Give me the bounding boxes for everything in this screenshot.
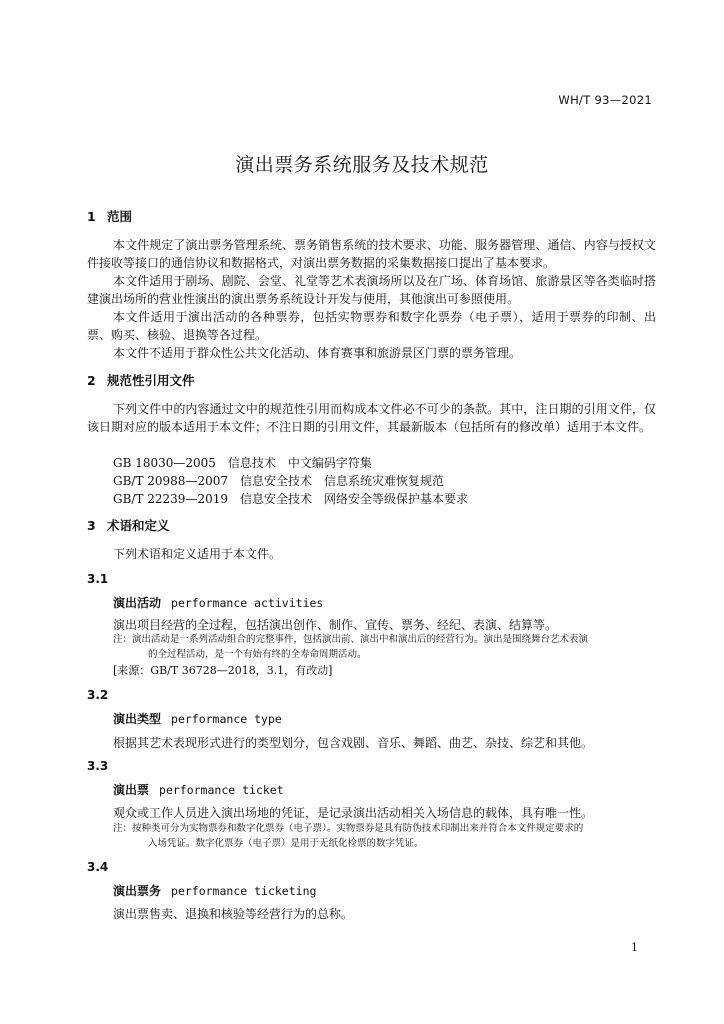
term-english: performance ticketing	[171, 884, 317, 898]
term-number: 3.4	[87, 860, 109, 874]
standard-code: WH/T 93—2021	[558, 93, 652, 107]
term-english: performance type	[171, 712, 282, 726]
section-number: 1	[87, 209, 96, 224]
references-paragraph: 下列文件中的内容通过文中的规范性引用而构成本文件必不可少的条款。其中，注日期的引用文件，仅该日期对应的版本适用于本文件；不注日期的引用文件，其最新版本（包括所有的修改单）适用于本文件。	[87, 402, 656, 435]
reference-item: GB 18030—2005 信息技术 中文编码字符集	[113, 456, 372, 470]
section-title: 规范性引用文件	[107, 373, 195, 388]
scope-paragraph-1: 本文件规定了演出票务管理系统、票务销售系统的技术要求、功能、服务器管理、通信、内容与授权文件接收等接口的通信协议和数据格式，对演出票务数据的采集数据接口提出了基本要求。	[87, 238, 656, 271]
term-definition: 根据其艺术表现形式进行的类型划分，包含戏剧、音乐、舞蹈、曲艺、杂技、综艺和其他。	[113, 736, 594, 750]
term-english: performance ticket	[159, 783, 284, 797]
note-text: 按种类可分为实物票券和数字化票券（电子票）。实物票券是具有防伪技术印制出来并符合本文件规定要求的	[132, 823, 584, 834]
term-heading	[113, 781, 284, 798]
term-definition: 演出票售卖、退换和核验等经营行为的总称。	[113, 907, 354, 921]
section-heading-terms	[87, 516, 170, 534]
note-text: 演出活动是一系列活动组合的完整事件，包括演出前、演出中和演出后的经营行为。演出是围绕舞台艺术表演	[132, 634, 589, 645]
terms-intro: 下列术语和定义适用于本文件。	[113, 547, 282, 561]
term-heading	[113, 710, 282, 727]
term-english: performance activities	[171, 596, 324, 610]
term-definition: 观众或工作人员进入演出场地的凭证，是记录演出活动相关入场信息的载体，具有唯一性。	[113, 806, 594, 820]
reference-item: GB/T 22239—2019 信息安全技术 网络安全等级保护基本要求	[113, 492, 468, 506]
term-number: 3.3	[87, 759, 109, 773]
page-number: 1	[631, 941, 638, 954]
reference-item: GB/T 20988—2007 信息安全技术 信息系统灾难恢复规范	[113, 474, 444, 488]
section-title: 范围	[107, 209, 133, 224]
note-label: 注：	[113, 634, 133, 645]
section-heading-normative-references	[87, 371, 195, 389]
term-number: 3.1	[87, 572, 109, 586]
term-heading	[113, 882, 316, 899]
term-chinese: 演出票	[113, 783, 150, 797]
term-source: [来源：GB/T 36728—2018，3.1，有改动]	[113, 664, 333, 677]
term-chinese: 演出类型	[113, 712, 162, 726]
note-text-continued: 的全过程活动，是一个有始有终的全寿命周期活动。	[148, 649, 367, 660]
section-number: 2	[87, 373, 96, 388]
term-chinese: 演出活动	[113, 596, 162, 610]
term-definition: 演出项目经营的全过程，包括演出创作、制作、宣传、票务、经纪、表演、结算等。	[113, 618, 558, 632]
section-title: 术语和定义	[107, 518, 170, 533]
term-note	[113, 821, 658, 851]
term-chinese: 演出票务	[113, 884, 162, 898]
note-text-continued: 入场凭证。数字化票券（电子票）是用于无纸化检票的数字凭证。	[148, 838, 424, 849]
scope-paragraph-3: 本文件适用于演出活动的各种票券，包括实物票券和数字化票券（电子票），适用于票券的印制、出票、购买、核验、退换等各过程。	[87, 310, 656, 343]
scope-paragraph-2: 本文件适用于剧场、剧院、会堂、礼堂等艺术表演场所以及在广场、体育场馆、旅游景区等各类临时搭建演出场所的营业性演出的演出票务系统设计开发与使用，其他演出可参照使用。	[87, 274, 656, 307]
section-heading-scope	[87, 207, 132, 225]
term-note	[113, 632, 658, 662]
term-heading	[113, 594, 323, 611]
term-number: 3.2	[87, 688, 109, 702]
scope-paragraph-4: 本文件不适用于群众性公共文化活动、体育赛事和旅游景区门票的票务管理。	[113, 346, 522, 360]
note-label: 注：	[113, 823, 133, 834]
document-title: 演出票务系统服务及技术规范	[235, 154, 489, 176]
section-number: 3	[87, 518, 96, 533]
